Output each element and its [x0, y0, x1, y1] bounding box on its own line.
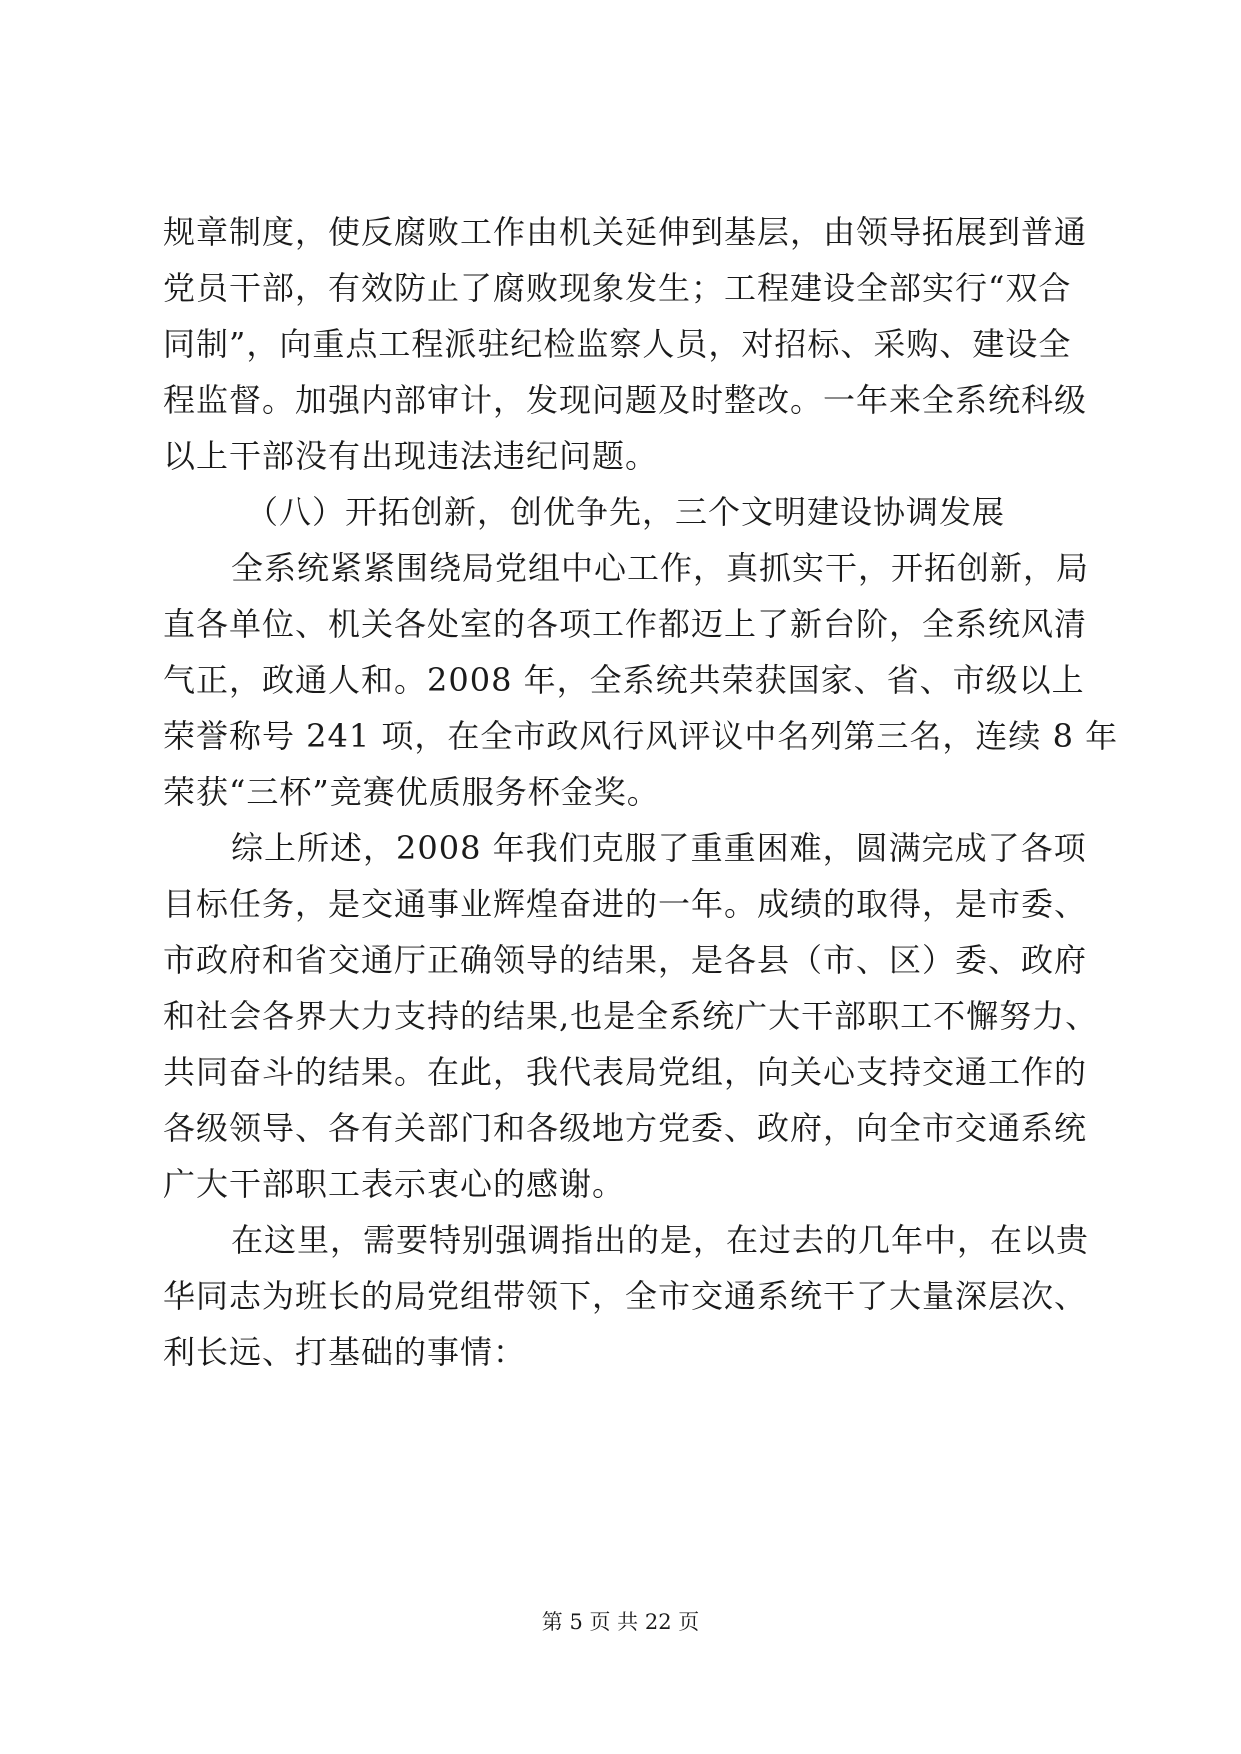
paragraph-3-line-1: 综上所述，2008 年我们克服了重重困难，圆满完成了各项 — [231, 829, 1087, 867]
paragraph-4-line-2: 华同志为班长的局党组带领下，全市交通系统干了大量深层次、 — [163, 1277, 1088, 1315]
paragraph-3-line-3: 市政府和省交通厅正确领导的结果，是各县（市、区）委、政府 — [163, 941, 1088, 979]
paragraph-1-line-2: 党员干部，有效防止了腐败现象发生；工程建设全部实行“双合 — [163, 269, 1072, 307]
paragraph-3-line-4: 和社会各界大力支持的结果,也是全系统广大干部职工不懈努力、 — [163, 997, 1099, 1035]
paragraph-3-line-7: 广大干部职工表示衷心的感谢。 — [163, 1165, 626, 1203]
paragraph-3-line-6: 各级领导、各有关部门和各级地方党委、政府，向全市交通系统 — [163, 1109, 1088, 1147]
page-number-footer: 第 5 页 共 22 页 — [541, 1610, 700, 1634]
paragraph-2-line-3: 气正，政通人和。2008 年，全系统共荣获国家、省、市级以上 — [163, 661, 1085, 699]
paragraph-2-line-1: 全系统紧紧围绕局党组中心工作，真抓实干，开拓创新，局 — [231, 549, 1090, 587]
section-heading: （八）开拓创新，创优争先，三个文明建设协调发展 — [246, 493, 1006, 531]
paragraph-3-line-2: 目标任务，是交通事业辉煌奋进的一年。成绩的取得，是市委、 — [163, 885, 1088, 923]
paragraph-2-line-2: 直各单位、机关各处室的各项工作都迈上了新台阶，全系统风清 — [163, 605, 1088, 643]
paragraph-2-line-4: 荣誉称号 241 项，在全市政风行风评议中名列第三名，连续 8 年 — [163, 717, 1119, 755]
paragraph-1-line-4: 程监督。加强内部审计，发现问题及时整改。一年来全系统科级 — [163, 381, 1088, 419]
paragraph-4-line-1: 在这里，需要特别强调指出的是，在过去的几年中，在以贵 — [231, 1221, 1090, 1259]
paragraph-4-line-3: 利长远、打基础的事情： — [163, 1333, 527, 1371]
paragraph-1-line-1: 规章制度，使反腐败工作由机关延伸到基层，由领导拓展到普通 — [163, 213, 1088, 251]
paragraph-1-line-5: 以上干部没有出现违法违纪问题。 — [163, 437, 659, 475]
paragraph-2-line-5: 荣获“三杯”竞赛优质服务杯金奖。 — [163, 773, 660, 811]
paragraph-1-line-3: 同制”，向重点工程派驻纪检监察人员，对招标、采购、建设全 — [163, 325, 1072, 363]
paragraph-3-line-5: 共同奋斗的结果。在此，我代表局党组，向关心支持交通工作的 — [163, 1053, 1088, 1091]
